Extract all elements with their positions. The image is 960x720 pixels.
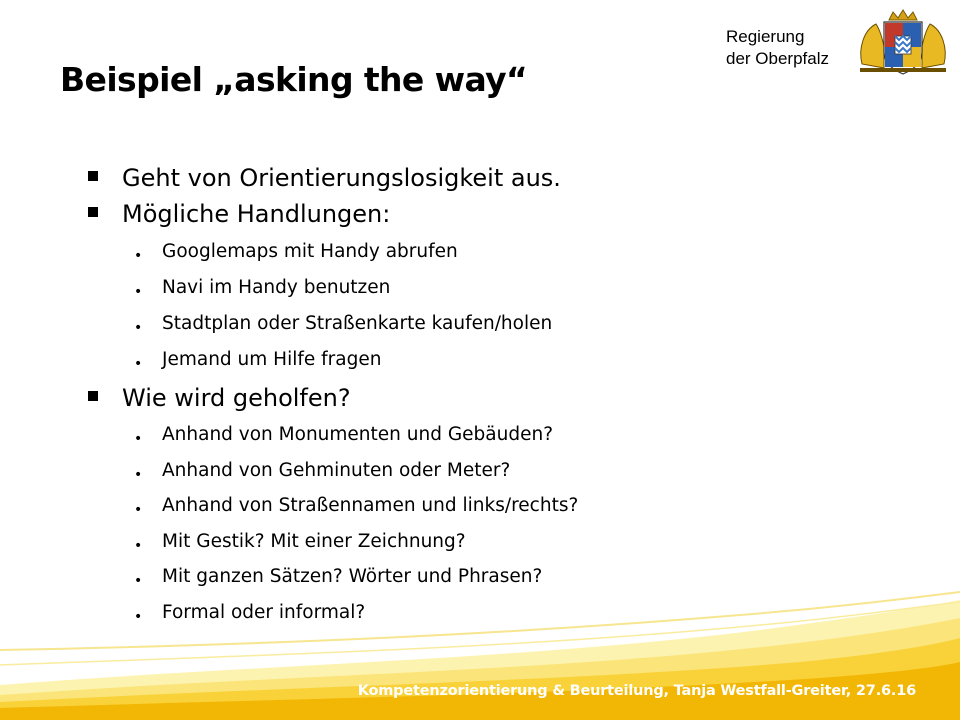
round-bullet-icon: • (134, 502, 143, 518)
list-item-text: Mögliche Handlungen: (122, 200, 391, 228)
list-item-text: Anhand von Gehminuten oder Meter? (162, 460, 511, 481)
coat-of-arms-icon (856, 8, 950, 76)
list-item (134, 460, 511, 483)
list-item-text: Mit ganzen Sätzen? Wörter und Phrasen? (162, 566, 543, 587)
list-item (134, 313, 553, 336)
list-item-text: Wie wird geholfen? (122, 384, 351, 412)
organization-name-line1: Regierung (726, 27, 805, 46)
list-item-text: Stadtplan oder Straßenkarte kaufen/holen (162, 313, 553, 334)
round-bullet-icon: • (134, 320, 143, 336)
list-item-text: Googlemaps mit Handy abrufen (162, 241, 458, 262)
square-bullet-icon (88, 391, 98, 401)
list-item-text: Navi im Handy benutzen (162, 277, 391, 298)
round-bullet-icon: • (134, 538, 143, 554)
list-item-text: Anhand von Monumenten und Gebäuden? (162, 424, 554, 445)
list-item (134, 241, 458, 264)
footer-text: Kompetenzorientierung & Beurteilung, Tanja Westfall-Greiter, 27.6.16 (357, 683, 916, 699)
list-item (134, 349, 382, 372)
round-bullet-icon: • (134, 467, 143, 483)
list-item (122, 384, 351, 412)
decorative-wave-band (0, 590, 960, 720)
square-bullet-icon (88, 171, 98, 181)
square-bullet-icon (88, 207, 98, 217)
organization-name-line2: der Oberpfalz (726, 49, 829, 68)
round-bullet-icon: • (134, 609, 143, 625)
list-item-text: Anhand von Straßennamen und links/rechts? (162, 495, 579, 516)
round-bullet-icon: • (134, 356, 143, 372)
list-item (134, 531, 466, 554)
list-item (134, 424, 554, 447)
list-item (134, 566, 543, 589)
round-bullet-icon: • (134, 573, 143, 589)
round-bullet-icon: • (134, 248, 143, 264)
list-item (122, 164, 561, 192)
list-item (134, 495, 579, 518)
round-bullet-icon: • (134, 284, 143, 300)
list-item-text: Jemand um Hilfe fragen (162, 349, 382, 370)
list-item-text: Formal oder informal? (162, 602, 366, 623)
list-item (122, 200, 390, 228)
round-bullet-icon: • (134, 431, 143, 447)
slide-title: Beispiel „asking the way“ (60, 60, 528, 99)
list-item (134, 277, 391, 300)
organization-name (726, 26, 829, 70)
list-item-text: Geht von Orientierungslosigkeit aus. (122, 164, 561, 192)
list-item-text: Mit Gestik? Mit einer Zeichnung? (162, 531, 466, 552)
